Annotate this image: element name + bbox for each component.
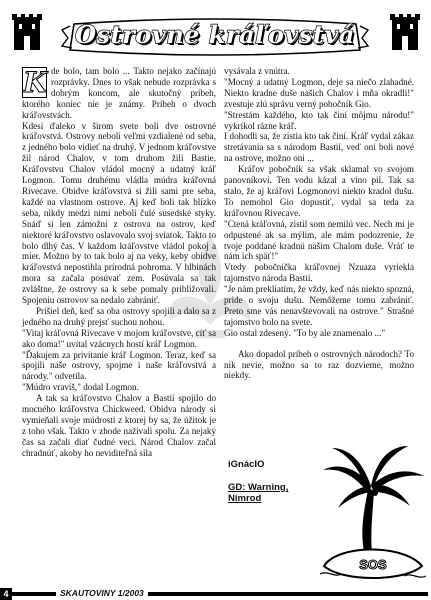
closing-paragraph: Ako dopadol príbeh o ostrovných národoch? To nik nevie, možno sa to raz dozvieme, možno niekdy. <box>224 348 414 381</box>
paragraph: "Ďakujem za privítanie kráľ Logmon. Teraz, keď sa spojili naše ostrovy, spojme i naše kráľovstvá a národy." odvetila. <box>22 349 216 382</box>
paragraph: Kráľov pobočník sa však sklamal vo svojom panovníkovi. Ten vodu kázal a víno pil. Tak sa stalo, že aj kráľovi Logmonovi niekto kradol dušu. To nemohol Gio dopustiť, vydal sa teda za kráľovnou Rivecave. <box>224 164 414 218</box>
page-number: 4 <box>0 588 12 600</box>
paragraph: de bolo, tam bolo ... Takto nejako začínajú rozprávky. Dnes to však nebude rozprávka s dobrým koncom, ale skutočný príbeh, ktorého koniec nie je známy. Príbeh o dvoch kráľovstvách. <box>22 66 216 120</box>
issue-label: SKAUTOVINY 1/2003 <box>56 587 148 599</box>
paragraph: Kdesi ďaleko v širom svete boli dve ostrovné kráľovstvá. Ostrovy neboli veľmi vzdialené od seba, z jedného bolo vidieť na druhý. V jednom kráľovstve žil národ Chalov, v tom druhom žili Bastie. Kráľovstvu Chalov vládol mocný a udatný kráľ Logmon. Tomu druhému vládla múdra kráľovná Rivecave. Obidve kráľovstvá si žili sami pre seba, každé na vlastnom ostrove. Aj keď boli tak blízko seba, nikdy medzi nimi neboli čulé susedské styky. Snáď si len zámožní z ostrova na ostrov, keď niektoré kráľovstvo oslavovalo svoj sviatok. Takto to bolo dlhý čas. V každom kráľovstve vládol pokoj a mier. Možno by to tak bolo aj na veky, keby obidve kráľovstvá nepostihla prírodná pohroma. V hlbinách mora sa začala posúvať zem. Posúvala sa tak zvláštne, že ostrovy sa k sebe pomaly približovali. Spojeniu ostrovov sa nedalo zabrániť. <box>22 120 216 306</box>
paragraph: "Mocný a udatný Logmon, deje sa niečo zlahadné. Niekto kradne duše našich Chalov i mňa okradli!" zvestuje zlú správu verný pobočník Gio. <box>224 76 414 109</box>
paragraph: Gio ostal zdesený. "To by ale znamenalo ..." <box>224 327 386 338</box>
right-column <box>224 66 414 381</box>
graphics-credit-line: Nimrod <box>228 493 262 504</box>
paragraph: "Strestám každého, kto tak činí môjmu národu!" vykríkol rázne kráľ. <box>224 109 414 131</box>
paragraph: "Je nám prekliatím, že vždy, keď nás niekto spozná, pride o svoju dušu. Nemôžeme tomu zabrániť. Preto sme vás nenavštevovali na ostrove." Strašné tajomstvo bolo na svete. <box>224 284 414 327</box>
paragraph: I dohodli sa, že zistia kto tak činí. Kráľ vydal zákaz stretávania sa s národom Bastií, veď oni boli nové na ostrove, možno oni ... <box>224 131 414 164</box>
drop-cap: K <box>23 66 48 99</box>
author-signature: iGnácIO <box>228 459 265 470</box>
paragraph: Vtedy pobočníčka kráľovnej Nzuaza vyriekla tajomstvo národa Bastií. <box>224 262 414 284</box>
castle-icon <box>10 6 44 50</box>
left-column <box>22 66 216 459</box>
palm-island-illustration <box>318 440 428 588</box>
paragraph: vysávala z vnútra. <box>224 66 290 76</box>
paragraph: "Múdro vravíš," dodal Logmon. <box>22 382 139 393</box>
castle-icon <box>388 6 422 50</box>
article-title: Ostrovné kráľovstvá <box>75 20 355 49</box>
paragraph: "Vitaj kráľovná Rivecave v mojom kráľovstve, cíť sa ako doma!" uvítal vzácnych hostí kráľ Logmon. <box>22 327 216 349</box>
title-banner <box>60 16 370 58</box>
paragraph: A tak sa kráľovstvo Chalov a Bastií spojilo do mocného kráľovstva Chickweed. Obidva národy si vymieňali svoje múdrosti z ktorej by sa, že úžitok je z toho však. Takto v zhode nažívali spolu. Za nejaký čas sa začali diať čudné veci. Národ Chalov začal chradnúť, akoby ho neviditeľná sila <box>22 393 216 458</box>
sos-label: SOS <box>359 557 387 572</box>
paragraph: Prišiel deň, keď sa oba ostrovy spojili a dalo sa z jedného na druhý prejsť suchou nohou. <box>22 305 216 327</box>
graphics-credit <box>228 482 288 504</box>
graphics-credit-line: GD: Warning, <box>228 482 289 493</box>
paragraph: "Ctená kráľovná, zistil som nemilú vec. Nech mi je odpustené ak sa mýlim, ale mám podozrenie, že tvoje poddané kradnú našim Chalom duše. Vráť te nám ich späť!" <box>224 218 414 262</box>
